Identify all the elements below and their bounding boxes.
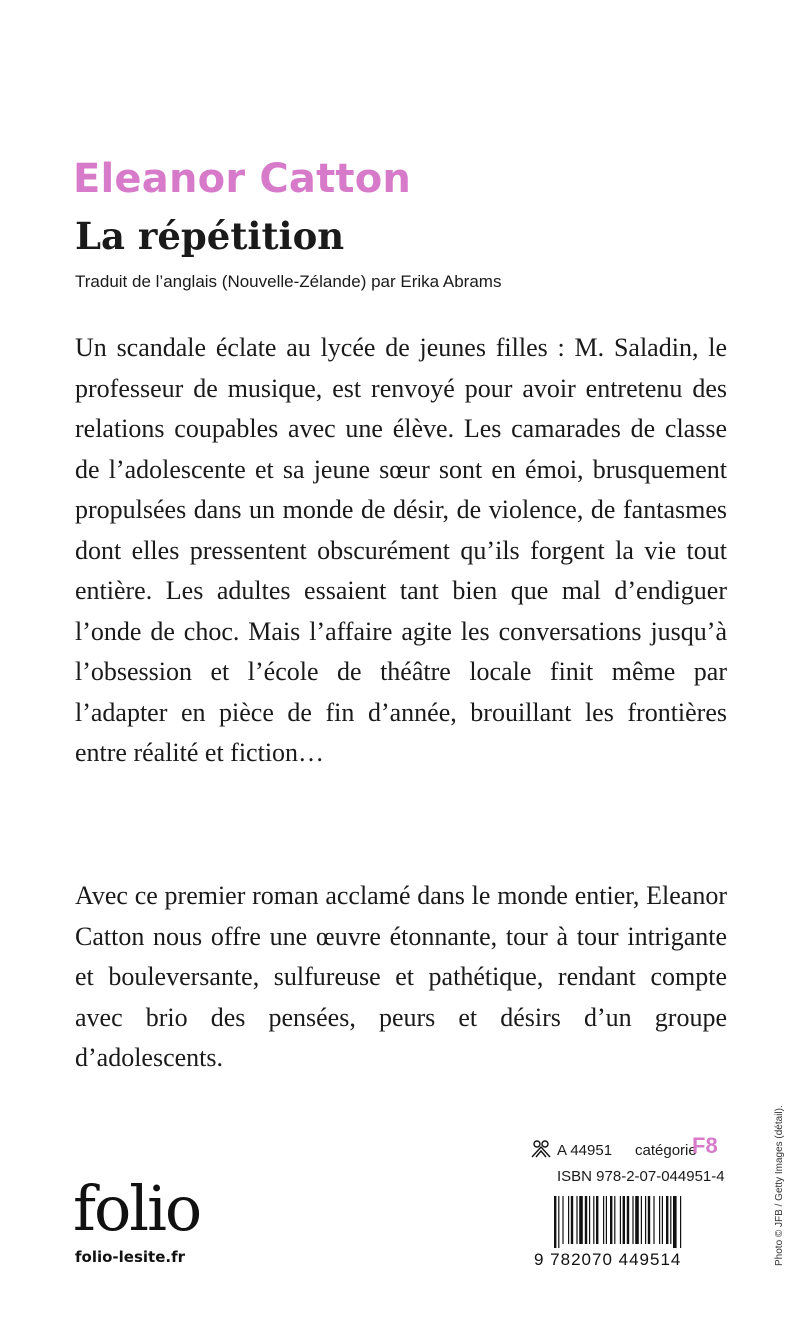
barcode-digits: 9 782070 449514 — [534, 1250, 682, 1269]
summary-paragraph-2: Avec ce premier roman acclamé dans le monde entier, Eleanor Catton nous offre une œuvre étonnante, tour à tour intrigante et bouleversante, sulfureuse et pathétique, rendant compte avec brio des pensées, peurs et désirs d’un groupe d’adolescents. — [75, 881, 727, 1072]
folio-logo: folio — [73, 1172, 201, 1245]
gallimard-logo-icon — [530, 1140, 552, 1158]
isbn: ISBN 978-2-07-044951-4 — [557, 1168, 725, 1185]
barcode-icon — [554, 1196, 724, 1248]
product-code: A 44951 — [557, 1142, 613, 1159]
publisher-website: folio-lesite.fr — [75, 1248, 185, 1266]
book-title: La répétition — [75, 214, 345, 258]
category-value: F8 — [692, 1133, 718, 1158]
category-label: catégorie — [635, 1142, 697, 1159]
author-name: Eleanor Catton — [73, 156, 412, 202]
photo-credit: Photo © JFB / Getty Images (détail). — [774, 1105, 785, 1266]
summary-paragraph-1: Un scandale éclate au lycée de jeunes filles : M. Saladin, le professeur de musique, est renvoyé pour avoir entretenu des relations coupables avec une élève. Les camarades de classe de l’adolescente et sa jeune sœur sont en émoi, brusquement propulsées dans un monde de désir, de violence, de fantasmes dont elles pressentent obscurément qu’ils forgent la vie tout entière. Les adultes essaient tant bien que mal d’endiguer l’onde de choc. Mais l’affaire agite les conversations jusqu’à l’obsession et l’école de théâtre locale finit même par l’adapter en pièce de fin d’année, brouillant les frontières entre réalité et fiction… — [75, 333, 727, 767]
translator-credit: Traduit de l’anglais (Nouvelle-Zélande) par Erika Abrams — [75, 272, 502, 291]
